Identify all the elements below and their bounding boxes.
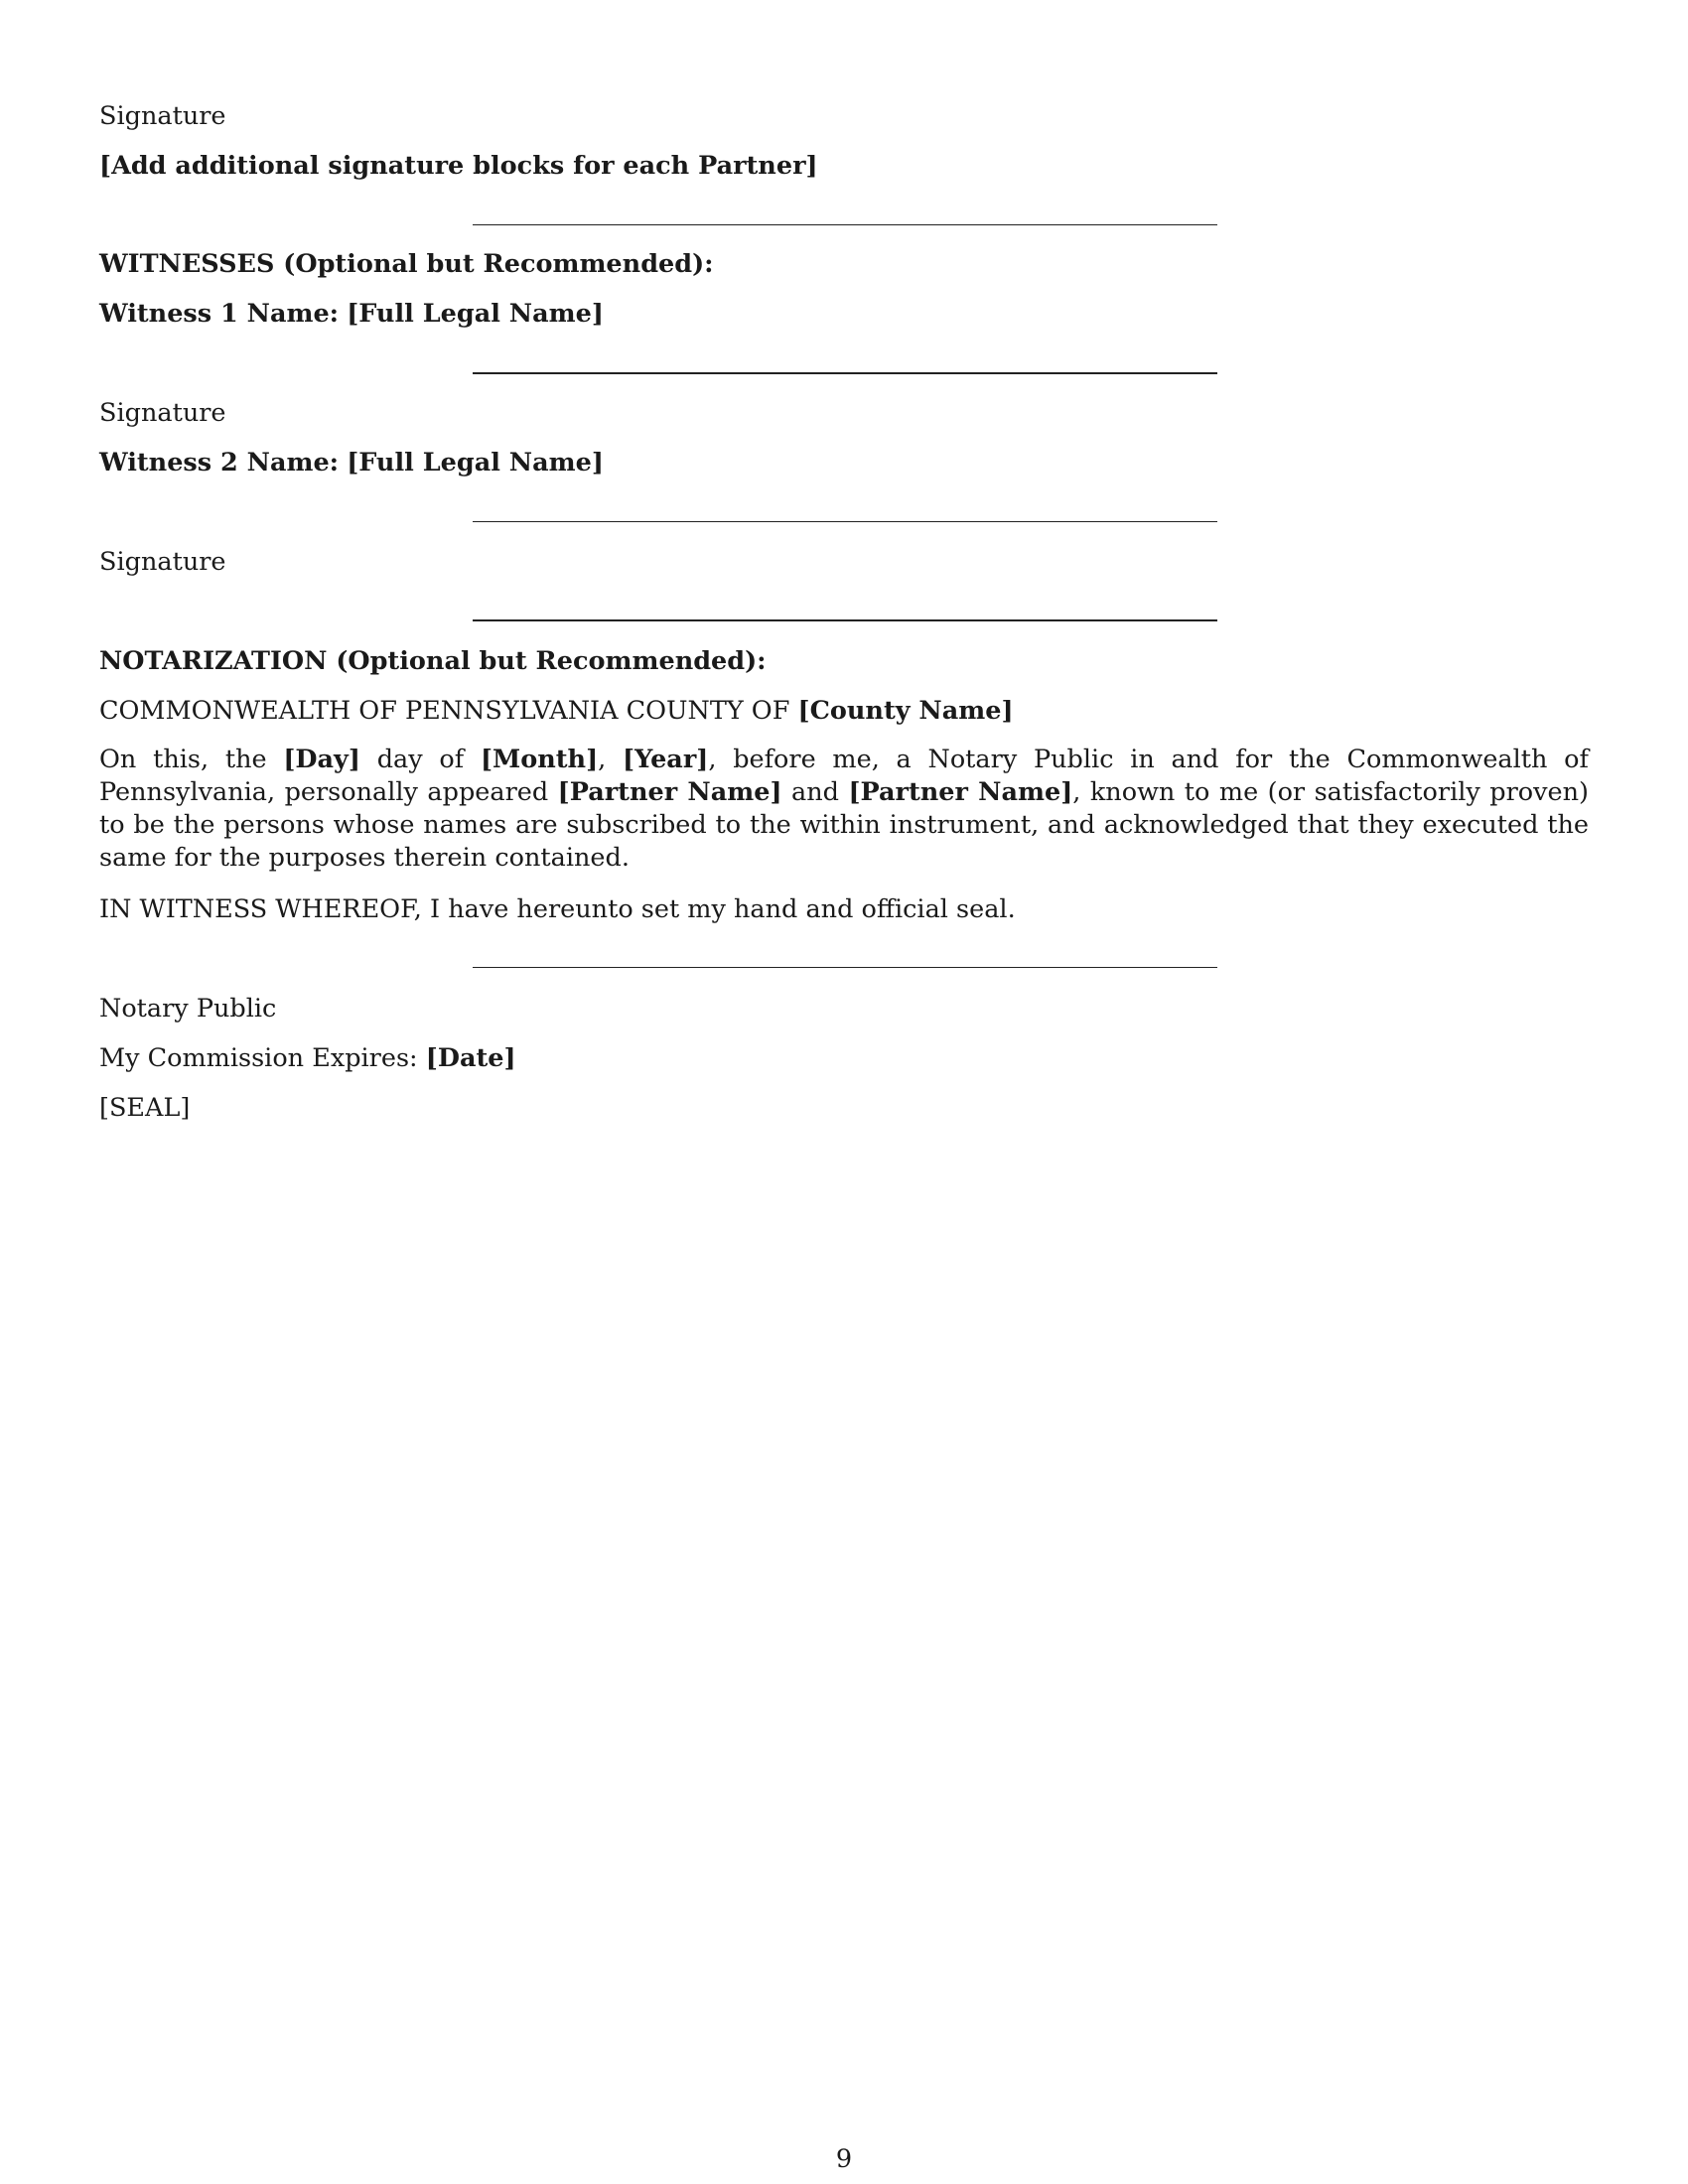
witness-2-name xyxy=(99,446,604,479)
ack-text: day of xyxy=(376,745,465,774)
ack-text: and xyxy=(791,777,839,807)
ack-partner-2: [Partner Name] xyxy=(848,777,1073,807)
witness-2-value: [Full Legal Name] xyxy=(347,448,604,478)
witness-2-label: Witness 2 Name: xyxy=(99,448,340,478)
additional-blocks-note: [Add additional signature blocks for each Partner] xyxy=(99,151,818,181)
witnesses-heading: WITNESSES (Optional but Recommended): xyxy=(99,249,714,279)
witness-1-signature-label: Signature xyxy=(99,398,226,428)
page-number: 9 xyxy=(835,2144,853,2174)
witness-1-signature-line xyxy=(473,372,1217,374)
commission-expires xyxy=(99,1041,516,1075)
ack-text: On this, the xyxy=(99,745,267,774)
ack-partner-1: [Partner Name] xyxy=(557,777,782,807)
section-divider xyxy=(473,619,1217,621)
ack-month: [Month] xyxy=(480,745,599,774)
venue-county: [County Name] xyxy=(797,696,1014,726)
venue-prefix: COMMONWEALTH OF PENNSYLVANIA COUNTY OF xyxy=(99,696,790,726)
witness-1-label: Witness 1 Name: xyxy=(99,299,340,329)
document-page xyxy=(99,0,1589,2184)
witness-whereof: IN WITNESS WHEREOF, I have hereunto set my hand and official seal. xyxy=(99,894,1016,924)
seal-placeholder: [SEAL] xyxy=(99,1093,191,1123)
notary-venue xyxy=(99,694,1014,728)
signature-label: Signature xyxy=(99,101,226,131)
acknowledgment-paragraph xyxy=(99,744,1589,875)
ack-day: [Day] xyxy=(283,745,360,774)
ack-text: , xyxy=(598,745,607,774)
witness-2-signature-label: Signature xyxy=(99,547,226,577)
witness-1-value: [Full Legal Name] xyxy=(347,299,604,329)
ack-text: , known to me (or satisfactorily proven) to be the persons whose names are subscribed to the within instrument, and acknowledged that they executed the same for the purposes therein contained. xyxy=(99,777,1590,873)
witness-2-signature-line xyxy=(473,521,1217,522)
ack-text: , before me, a Notary Public in and for the Commonwealth of Pennsylvania, personally appeared xyxy=(99,745,1589,807)
commission-label: My Commission Expires: xyxy=(99,1043,418,1073)
witness-1-name xyxy=(99,297,604,331)
notarization-heading: NOTARIZATION (Optional but Recommended): xyxy=(99,646,767,676)
notary-signature-line xyxy=(473,967,1217,968)
commission-date: [Date] xyxy=(425,1043,516,1073)
notary-public-label: Notary Public xyxy=(99,994,277,1024)
ack-year: [Year] xyxy=(623,745,709,774)
signature-line xyxy=(473,224,1217,225)
